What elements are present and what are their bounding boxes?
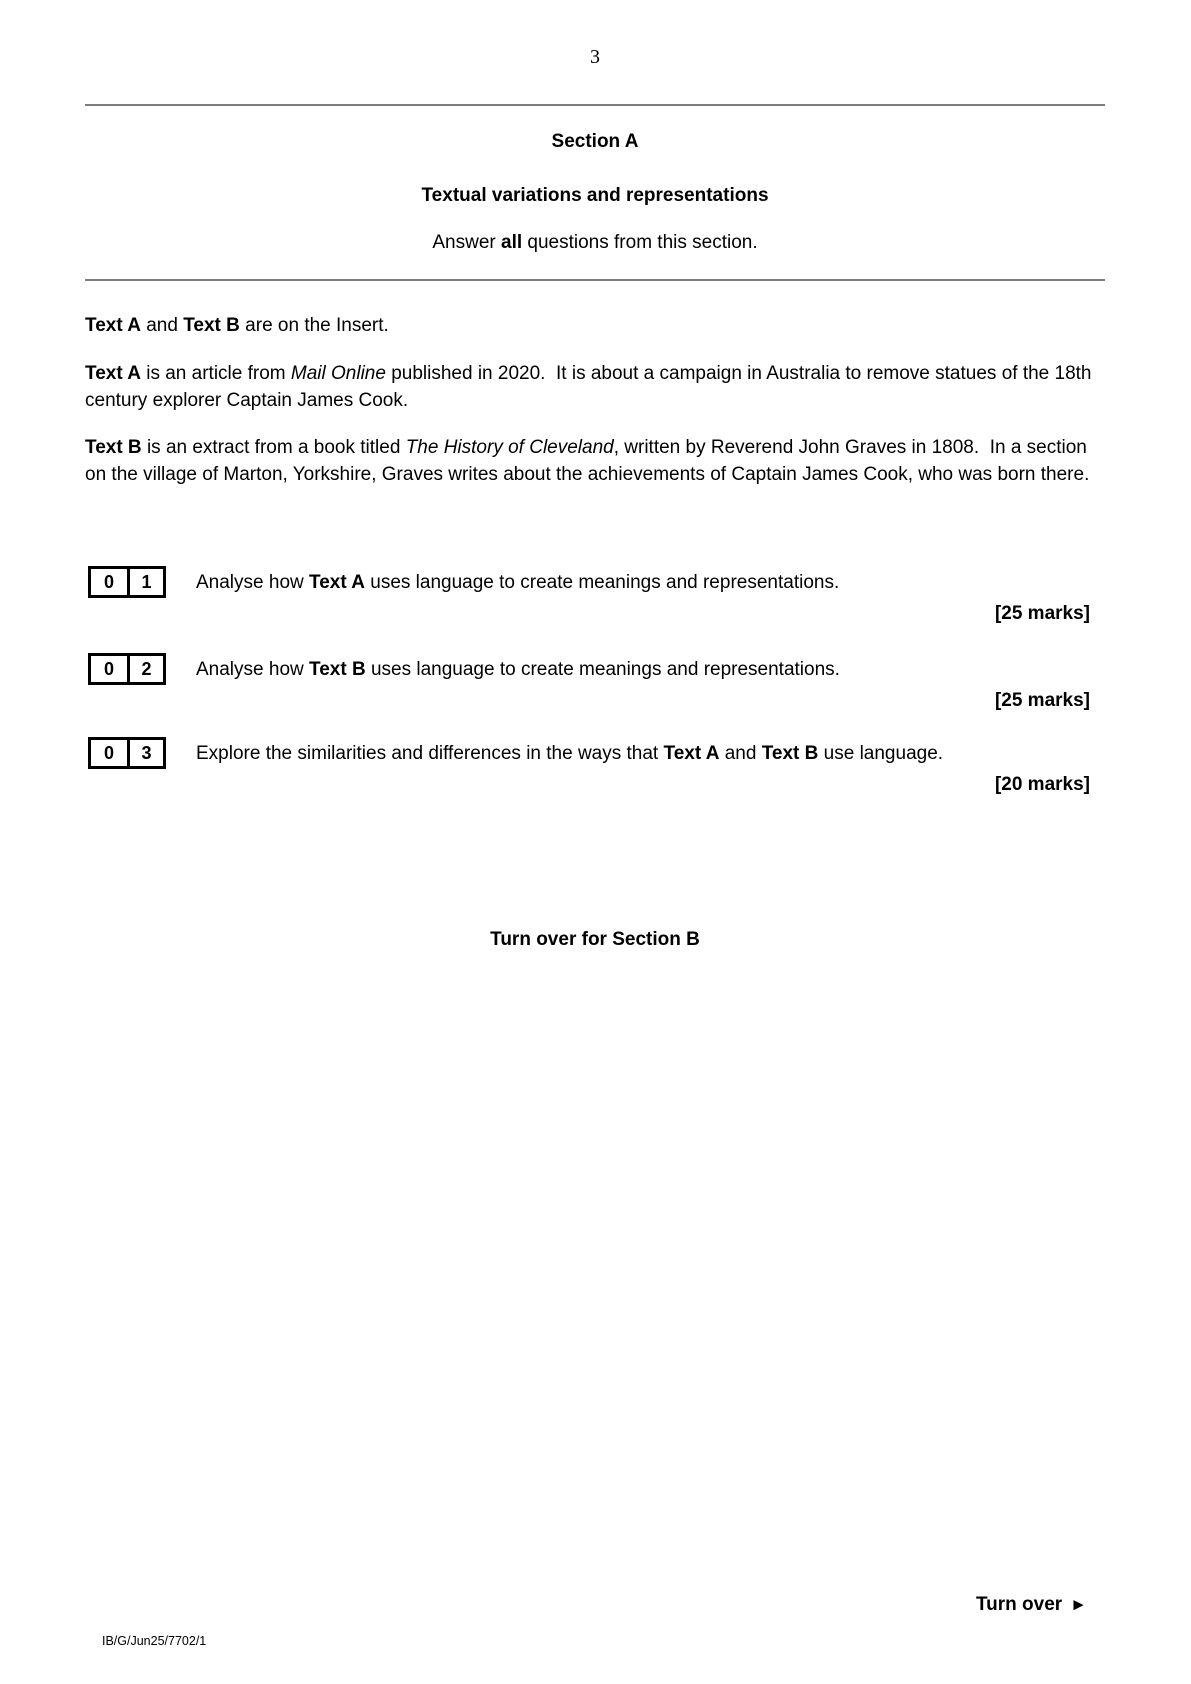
question-digit-cell: 1 [127,569,163,595]
question-marks-02: [25 marks] [994,690,1090,711]
question-row-02 [85,653,1105,685]
question-marks-03: [20 marks] [994,774,1090,795]
question-digit-cell: 0 [103,571,114,592]
turn-over-section-note: Turn over for Section B [490,929,700,950]
intro-paragraph-text-b: Text B is an extract from a book titled The History of Cleveland, written by Reverend John Graves in 1808. In a section on the village of Marton, Yorkshire, Graves writes about the achievements of Captain James Cook, who was born there. [85,437,1093,485]
page-number: 3 [590,46,600,68]
intro-paragraph-text-a: Text A is an article from Mail Online published in 2020. It is about a campaign in Australia to remove statues of the 18th century explorer Captain James Cook. [85,363,1097,411]
question-digit-cell: 0 [103,658,114,679]
turn-over-arrow-icon: ► [1070,1595,1087,1614]
question-marks-01: [25 marks] [994,603,1090,624]
question-digit-cell: 3 [127,740,163,766]
document-reference-code: IB/G/Jun25/7702/1 [102,1634,207,1648]
question-digit-cell: 2 [127,656,163,682]
section-rule-top [85,104,1105,106]
turn-over-label: Turn over [975,1594,1063,1615]
question-prompt-02: Analyse how Text B uses language to create meanings and representations. [196,659,840,680]
section-subtitle: Textual variations and representations [421,185,769,206]
intro-paragraph-insert: Text A and Text B are on the Insert. [85,315,389,336]
question-number-box-03 [88,737,166,769]
question-number-box-01 [88,566,166,598]
question-row-01 [85,566,1105,598]
question-prompt-03: Explore the similarities and differences in the ways that Text A and Text B use language. [196,743,944,764]
question-digit-cell: 0 [103,742,114,763]
answer-instruction: Answer all questions from this section. [432,232,758,253]
question-row-03 [85,737,1105,769]
question-prompt-01: Analyse how Text A uses language to create meanings and representations. [196,572,840,593]
section-rule-bottom [85,279,1105,281]
section-title: Section A [551,131,639,152]
footer-turn-over [976,1591,1087,1618]
question-number-box-02 [88,653,166,685]
page-content [85,0,1105,953]
